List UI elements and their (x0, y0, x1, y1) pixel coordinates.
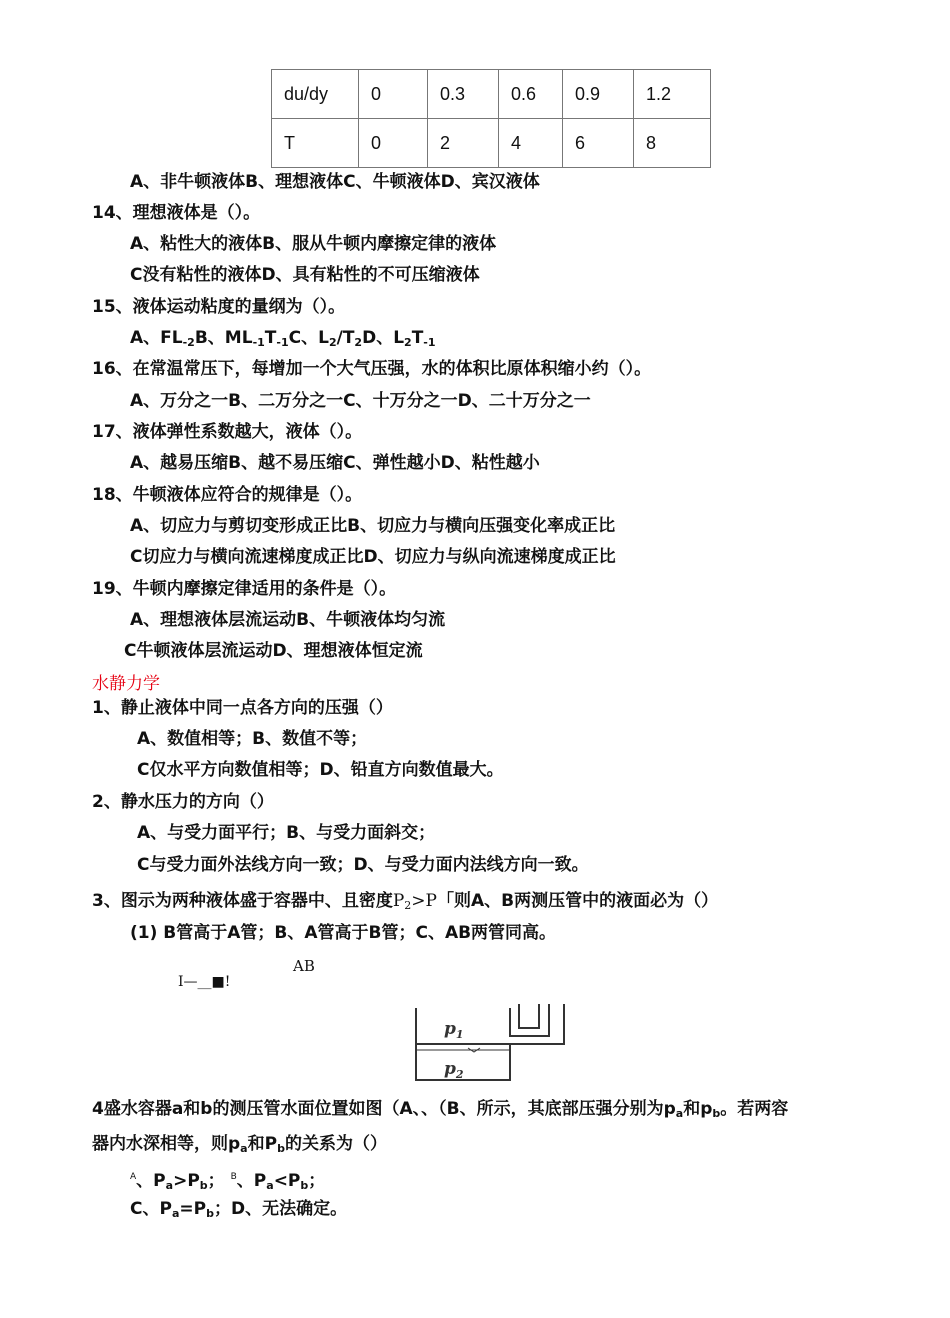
table-cell: du/dy (272, 70, 359, 119)
p1-label: $p_1$ (444, 1019, 464, 1041)
q18-option-line: C切应力与横向流速梯度成正比D、切应力与纵向流速梯度成正比 (130, 547, 616, 567)
s2-stem: 2、静水压力的方向（） (92, 792, 274, 812)
section-title: 水静力学 (92, 674, 160, 694)
s1-option-line: A、数值相等；B、数值不等； (137, 729, 368, 749)
q16-option-line: A、万分之一B、二万分之一C、十万分之一D、二十万分之一 (130, 391, 591, 411)
p2-label: $p_2$ (444, 1059, 464, 1081)
table-cell: 0.3 (428, 70, 499, 119)
q14-option-line: C没有粘性的液体D、具有粘性的不可压缩液体 (130, 265, 480, 285)
data-table (271, 69, 711, 168)
q17-option-line: A、越易压缩B、越不易压缩C、弹性越小D、粘性越小 (130, 453, 540, 473)
table-cell: 4 (499, 119, 563, 168)
s3-option-line: (1) B管高于A管；B、A管高于B管；C、AB两管同高。 (130, 923, 557, 943)
table-cell: 2 (428, 119, 499, 168)
s2-option-line: A、与受力面平行；B、与受力面斜交； (137, 823, 436, 843)
s4-stem-line: 器内水深相等，则$p_a$和$P_b$的关系为（） (92, 1134, 387, 1155)
figure-garbled-text: I—__■! (178, 974, 231, 990)
q19-option-line: C牛顿液体层流运动D、理想液体恒定流 (124, 641, 423, 661)
q19-option-line: A、理想液体层流运动B、牛顿液体均匀流 (130, 610, 446, 630)
s1-option-line: C仅水平方向数值相等；D、铅直方向数值最大。 (137, 760, 504, 780)
q17-stem: 17、液体弹性系数越大，液体（）。 (92, 422, 363, 442)
q15-options: A、$FL_{-2}B$、$ML_{-1}T_{-1}C$、$L_2/T_2D$、$L_2T_{-1}$ (130, 328, 436, 349)
s4-stem-line: 4盛水容器a和b的测压管水面位置如图（A、、（B、所示，其底部压强分别为$p_a$和$p_b$。若两容 (92, 1099, 789, 1120)
s2-option-line: C与受力面外法线方向一致；D、与受力面内法线方向一致。 (137, 855, 589, 875)
table-row (272, 119, 711, 168)
s4-option-line: C、$P_a=P_b$；D、无法确定。 (130, 1199, 348, 1220)
container-figure (404, 998, 576, 1086)
q14-stem: 14、理想液体是（）。 (92, 203, 261, 223)
table-cell: T (272, 119, 359, 168)
q16-stem: 16、在常温常压下，每增加一个大气压强，水的体积比原体积缩小约（）。 (92, 359, 652, 379)
table-cell: 0.6 (499, 70, 563, 119)
q15-stem: 15、液体运动粘度的量纲为（）。 (92, 297, 346, 317)
q18-option-line: A、切应力与剪切变形成正比B、切应力与横向压强变化率成正比 (130, 516, 616, 536)
q14-option-line: A、粘性大的液体B、服从牛顿内摩擦定律的液体 (130, 234, 497, 254)
table-cell: 0 (359, 70, 428, 119)
q19-stem: 19、牛顿内摩擦定律适用的条件是（）。 (92, 579, 397, 599)
s3-stem: 3、图示为两种液体盛于容器中、且密度$P_2>P$「则A、B两测压管中的液面必为（） (92, 891, 719, 912)
table-cell: 1.2 (634, 70, 711, 119)
table-cell: 0 (359, 119, 428, 168)
table-cell: 6 (563, 119, 634, 168)
q18-stem: 18、牛顿液体应符合的规律是（）。 (92, 485, 363, 505)
table-cell: 8 (634, 119, 711, 168)
figure-label-ab: AB (293, 957, 315, 975)
q13-options: A、非牛顿液体B、理想液体C、牛顿液体D、宾汉液体 (130, 172, 540, 192)
table-cell: 0.9 (563, 70, 634, 119)
s1-stem: 1、静止液体中同一点各方向的压强（） (92, 698, 393, 718)
table-row (272, 70, 711, 119)
s4-option-line: $^A$、$P_a>P_b$； $^B$、$P_a<P_b$； (130, 1171, 326, 1192)
